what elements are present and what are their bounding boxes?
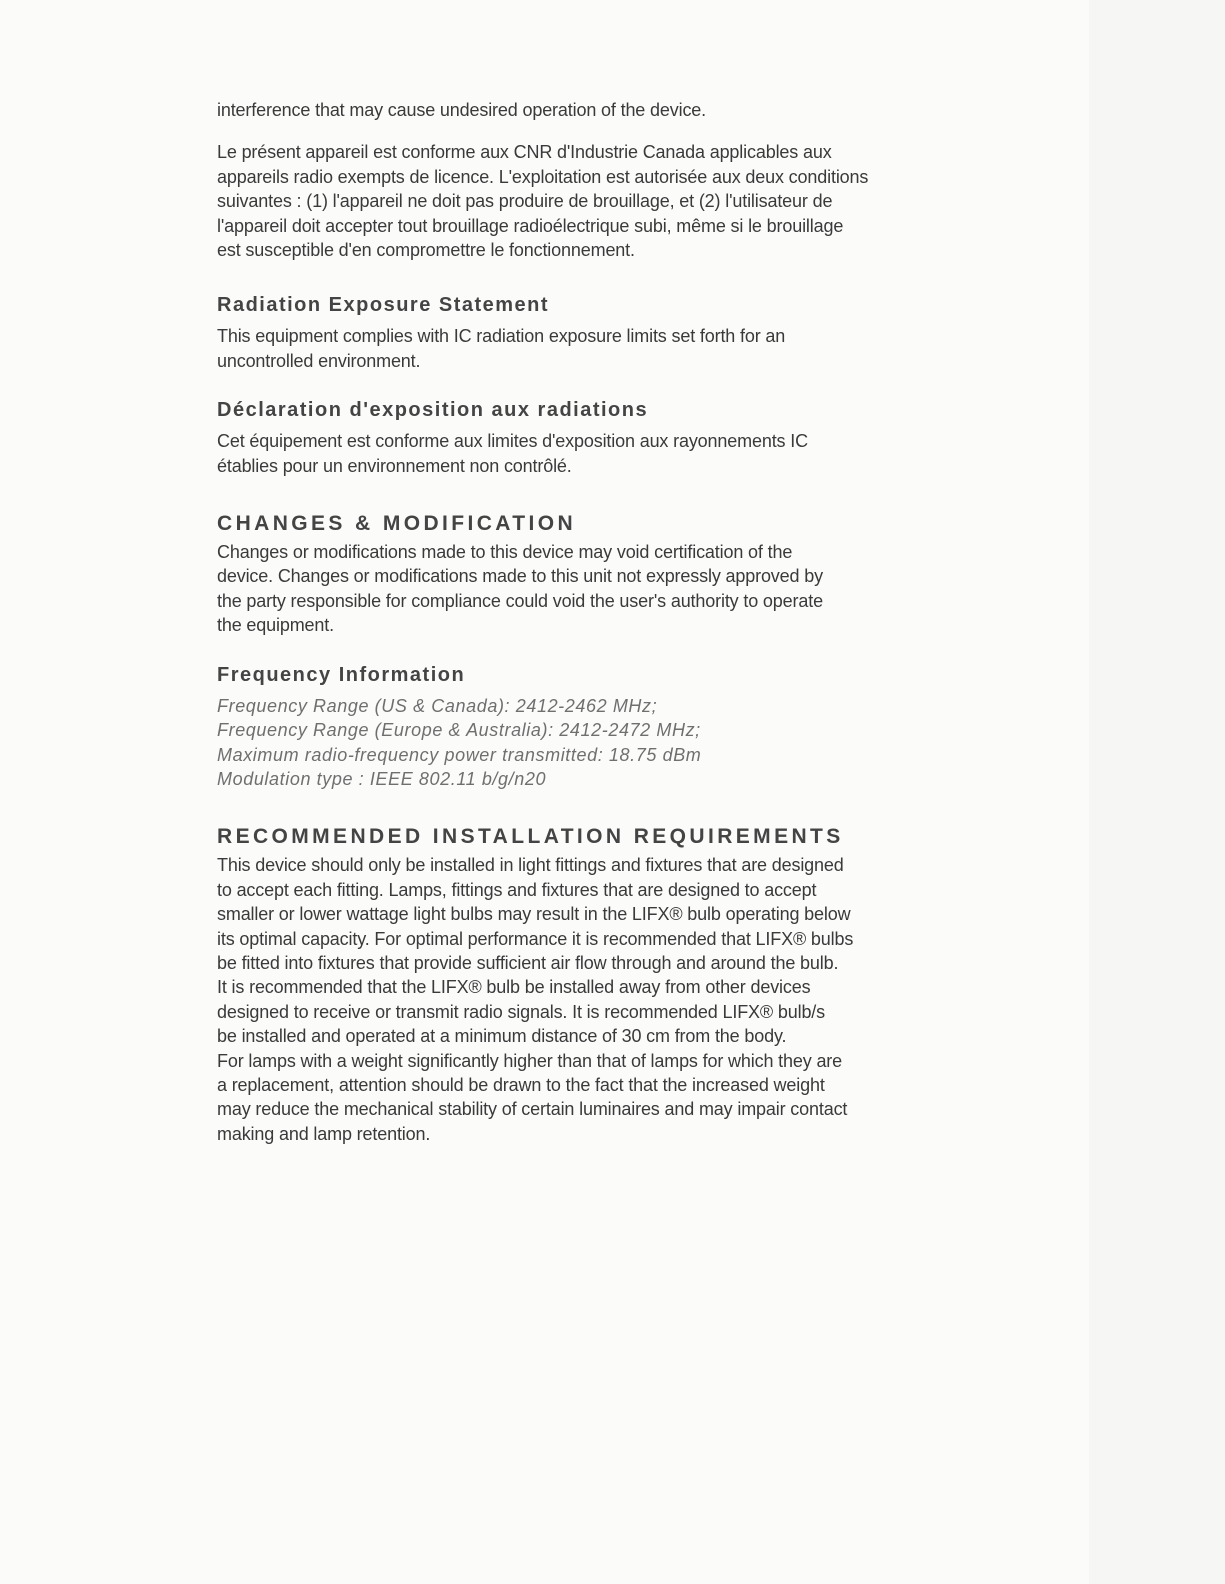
page-edge-background <box>1089 0 1225 1584</box>
frequency-information-heading: Frequency Information <box>217 663 466 686</box>
paragraph-line: It is recommended that the LIFX® bulb be installed away from other devices <box>217 977 811 998</box>
intro-text: interference that may cause undesired operation of the device. <box>217 100 707 120</box>
paragraph-line: suivantes : (1) l'appareil ne doit pas produire de brouillage, et (2) l'utilisateur de <box>217 191 833 212</box>
paragraph-line: This equipment complies with IC radiation exposure limits set forth for an <box>217 326 786 347</box>
radiation-exposure-paragraph <box>217 324 1037 373</box>
installation-requirements-heading: RECOMMENDED INSTALLATION REQUIREMENTS <box>217 825 844 849</box>
paragraph-line: l'appareil doit accepter tout brouillage radioélectrique subi, même si le brouillage <box>217 215 844 236</box>
declaration-exposition-heading: Déclaration d'exposition aux radiations <box>217 399 649 422</box>
paragraph-line: smaller or lower wattage light bulbs may result in the LIFX® bulb operating below <box>217 904 851 925</box>
paragraph-line: be fitted into fixtures that provide sufficient air flow through and around the bulb. <box>217 952 839 973</box>
frequency-line: Maximum radio-frequency power transmitted: 18.75 dBm <box>217 744 702 765</box>
french-compliance-paragraph <box>217 140 1037 262</box>
frequency-line: Frequency Range (US & Canada): 2412-2462 MHz; <box>217 695 658 716</box>
paragraph-line: Le présent appareil est conforme aux CNR d'Industrie Canada applicables aux <box>217 142 832 163</box>
paragraph-line: établies pour un environnement non contrôlé. <box>217 455 572 476</box>
paragraph-line: the party responsible for compliance could void the user's authority to operate <box>217 590 823 611</box>
paragraph-line: uncontrolled environment. <box>217 350 421 371</box>
paragraph-line: may reduce the mechanical stability of certain luminaires and may impair contact <box>217 1099 848 1120</box>
paragraph-line: designed to receive or transmit radio signals. It is recommended LIFX® bulb/s <box>217 1001 826 1022</box>
installation-requirements-paragraph <box>217 853 1037 1146</box>
paragraph-line: appareils radio exempts de licence. L'exploitation est autorisée aux deux conditions <box>217 166 869 187</box>
paragraph-line: est susceptible d'en compromettre le fonctionnement. <box>217 240 635 261</box>
paragraph-line: its optimal capacity. For optimal performance it is recommended that LIFX® bulbs <box>217 928 854 949</box>
frequency-information-list <box>217 694 1037 792</box>
paragraph-line: This device should only be installed in light fittings and fixtures that are designed <box>217 855 844 876</box>
frequency-line: Modulation type : IEEE 802.11 b/g/n20 <box>217 768 547 789</box>
paragraph-line: making and lamp retention. <box>217 1123 431 1144</box>
paragraph-line: the equipment. <box>217 615 334 636</box>
paragraph-line: For lamps with a weight significantly higher than that of lamps for which they are <box>217 1050 843 1071</box>
changes-modification-heading: CHANGES & MODIFICATION <box>217 512 577 536</box>
paragraph-line: to accept each fitting. Lamps, fittings and fixtures that are designed to accept <box>217 879 817 900</box>
paragraph-line: Cet équipement est conforme aux limites d'exposition aux rayonnements IC <box>217 431 808 452</box>
frequency-line: Frequency Range (Europe & Australia): 2412-2472 MHz; <box>217 720 701 741</box>
paragraph-line: a replacement, attention should be drawn to the fact that the increased weight <box>217 1074 825 1095</box>
paragraph-line: be installed and operated at a minimum distance of 30 cm from the body. <box>217 1026 787 1047</box>
paragraph-line: Changes or modifications made to this device may void certification of the <box>217 542 793 563</box>
paragraph-line: device. Changes or modifications made to this unit not expressly approved by <box>217 566 823 587</box>
radiation-exposure-heading: Radiation Exposure Statement <box>217 294 550 317</box>
changes-modification-paragraph <box>217 540 1037 638</box>
document-content <box>217 98 1037 1146</box>
declaration-exposition-paragraph <box>217 429 1037 478</box>
